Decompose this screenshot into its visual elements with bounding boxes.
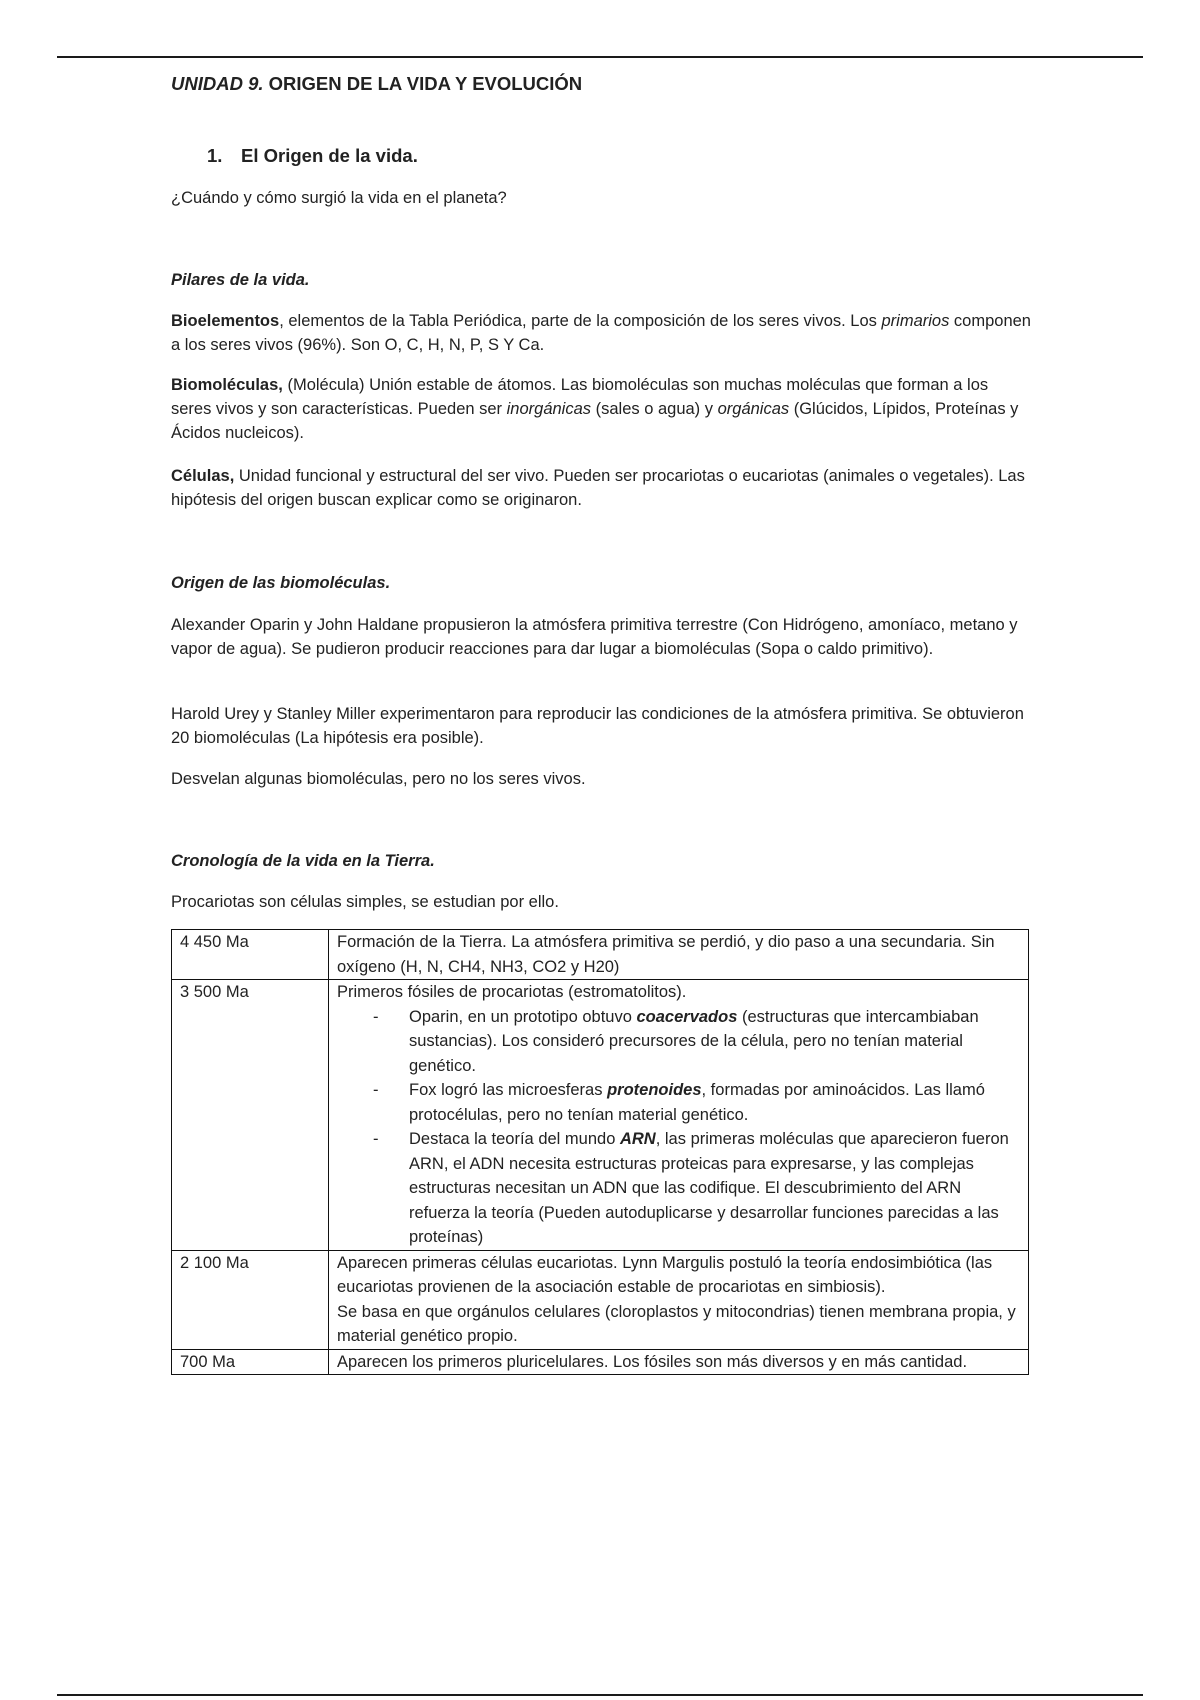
bioelementos-paragraph: [171, 309, 1031, 357]
row-date: 4 450 Ma: [172, 930, 329, 980]
bioelementos-text-b: componen a los seres vivos (96%). Son O, C, H, N, P, S Y Ca.: [171, 312, 1031, 354]
row-date: 3 500 Ma: [172, 980, 329, 1251]
origen-heading: Origen de las biomoléculas.: [171, 574, 391, 592]
origen-paragraph-2: Harold Urey y Stanley Miller experimentaron para reproducir las condiciones de la atmósfera primitiva. Se obtuvieron 20 biomoléculas (La hipótesis era posible).: [171, 705, 1024, 747]
protenoides-term: protenoides: [607, 1081, 702, 1099]
bullet-text: , las primeras moléculas que aparecieron fueron ARN, el ADN necesita estructuras proteicas para expresarse, y las complejas estructuras necesitan un ADN que las codifique. El descubrimiento del ARN refuerza la teoría (Pueden autoduplicarse y desarrollar funciones parecidas a las proteínas): [409, 1130, 1009, 1246]
page-content: [171, 70, 1031, 911]
row-text-1: Aparecen primeras células eucariotas. Lynn Margulis postuló la teoría endosimbiótica (las eucariotas provienen de la asociación estable de procariotas en simbiosis).: [337, 1253, 993, 1296]
unit-title: [171, 70, 1031, 98]
biomoleculas-term: Biomoléculas,: [171, 376, 283, 394]
bioelementos-text-a: , elementos de la Tabla Periódica, parte de la composición de los seres vivos. Los: [279, 312, 882, 330]
dash-bullet: -: [373, 1007, 379, 1026]
intro-question: ¿Cuándo y cómo surgió la vida en el planeta?: [171, 189, 507, 207]
biomoleculas-emph-2: orgánicas: [717, 400, 790, 418]
row-description: [329, 980, 1029, 1251]
list-item: [373, 1005, 1020, 1079]
biomoleculas-text-b: (sales o agua) y: [591, 400, 718, 418]
celulas-text: Unidad funcional y estructural del ser vivo. Pueden ser procariotas o eucariotas (animales o vegetales). Las hipótesis del origen buscan explicar como se originaron.: [171, 467, 1025, 509]
row-date: 2 100 Ma: [172, 1250, 329, 1349]
table-row: [172, 930, 1029, 980]
biomoleculas-emph-1: inorgánicas: [506, 400, 592, 418]
bullet-text: , formadas por aminoácidos. Las llamó protocélulas, pero no tenían material genético.: [409, 1081, 985, 1124]
section-number: 1.: [207, 145, 223, 166]
bullet-text: Oparin, en un prototipo obtuvo: [409, 1007, 637, 1026]
row-text-2: Se basa en que orgánulos celulares (cloroplastos y mitocondrias) tienen membrana propia, y material genético propio.: [337, 1302, 1016, 1345]
origen-paragraph-3: Desvelan algunas biomoléculas, pero no los seres vivos.: [171, 770, 586, 788]
cronologia-intro: Procariotas son células simples, se estudian por ello.: [171, 893, 559, 911]
origen-paragraph-1: Alexander Oparin y John Haldane propusieron la atmósfera primitiva terrestre (Con Hidrógeno, amoníaco, metano y vapor de agua). Se pudieron producir reacciones para dar lugar a biomoléculas (Sopa o caldo primitivo).: [171, 616, 1018, 658]
list-item: [373, 1078, 1020, 1127]
celulas-paragraph: [171, 464, 1031, 512]
bullet-text: (estructuras que intercambiaban sustancias). Los consideró precursores de la célula, pero no tenían material genético.: [409, 1007, 979, 1075]
table-row: [172, 1349, 1029, 1375]
row-intro: Primeros fósiles de procariotas (estromatolitos).: [337, 983, 687, 1001]
row-description: [329, 1250, 1029, 1349]
bioelementos-emph: primarios: [881, 312, 950, 330]
section-title: El Origen de la vida.: [241, 145, 418, 166]
bullet-text: Destaca la teoría del mundo: [409, 1130, 620, 1148]
unit-title-text: ORIGEN DE LA VIDA Y EVOLUCIÓN: [268, 73, 583, 94]
footer-rule: [57, 1694, 1143, 1696]
dash-bullet: -: [373, 1130, 379, 1148]
arn-term: ARN: [619, 1130, 656, 1148]
pilares-heading: Pilares de la vida.: [171, 271, 310, 289]
bioelementos-term: Bioelementos: [171, 312, 280, 330]
section-heading: [207, 144, 418, 168]
row-description: Formación de la Tierra. La atmósfera primitiva se perdió, y dio paso a una secundaria. Sin oxígeno (H, N, CH4, NH3, CO2 y H20): [329, 930, 1029, 980]
chronology-table: [171, 929, 1029, 1375]
biomoleculas-paragraph: [171, 373, 1031, 445]
biomoleculas-text-a: (Molécula) Unión estable de átomos. Las biomoléculas son muchas moléculas que forman a los seres vivos y son características. Pueden ser: [171, 376, 989, 418]
dash-bullet: -: [373, 1081, 379, 1099]
table-row: [172, 1250, 1029, 1349]
list-item: [373, 1127, 1020, 1250]
header-rule: [57, 56, 1143, 58]
bullet-list: [337, 1005, 1020, 1250]
cronologia-heading: Cronología de la vida en la Tierra.: [171, 852, 435, 870]
bullet-text: Fox logró las microesferas: [409, 1081, 608, 1099]
biomoleculas-text-c: (Glúcidos, Lípidos, Proteínas y Ácidos nucleicos).: [171, 400, 1019, 442]
unit-label: UNIDAD 9.: [171, 73, 264, 94]
row-description: Aparecen los primeros pluricelulares. Los fósiles son más diversos y en más cantidad.: [329, 1349, 1029, 1375]
row-date: 700 Ma: [172, 1349, 329, 1375]
table-row: [172, 980, 1029, 1251]
coacervados-term: coacervados: [636, 1007, 738, 1026]
celulas-term: Células,: [171, 467, 235, 485]
